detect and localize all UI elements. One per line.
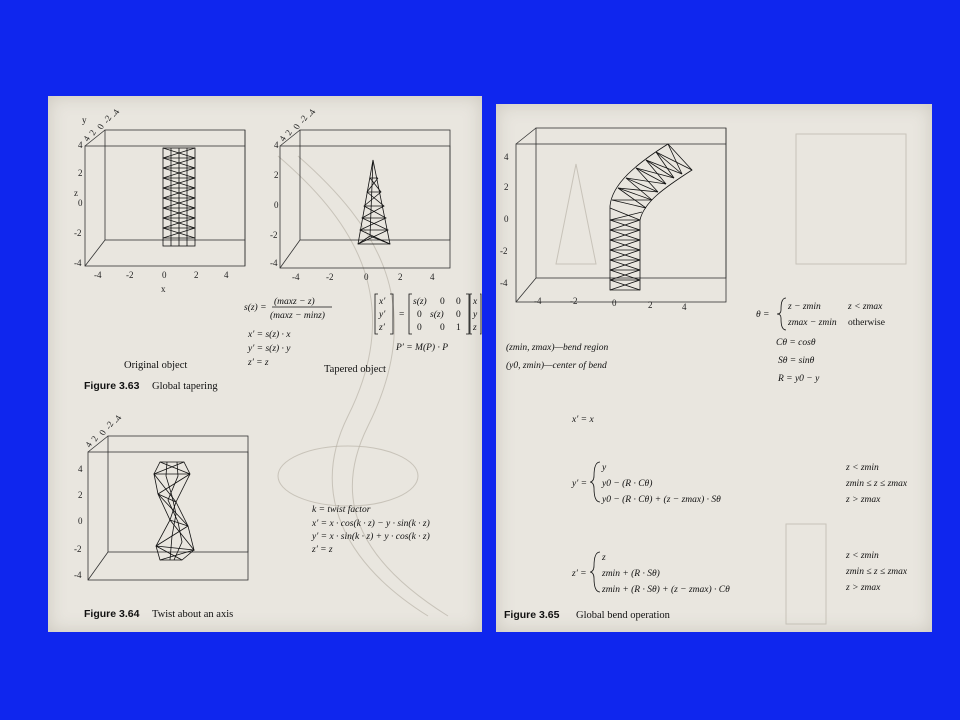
tick-top-2-tapered: 2 bbox=[283, 128, 294, 137]
fig63-title: Global tapering bbox=[152, 381, 218, 392]
fig65-number: Figure 3.65 bbox=[504, 609, 560, 621]
eq-x-prime: x′ = s(z) · x bbox=[248, 330, 291, 340]
twist-factor-label: k = twist factor bbox=[312, 505, 371, 515]
tick-z-neg2-bend: -2 bbox=[500, 246, 508, 256]
bend-z-cond-1: z < zmin bbox=[846, 551, 879, 561]
ghost-cylinder bbox=[786, 524, 826, 624]
twist-eq-x: x′ = x · cos(k · z) − y · sin(k · z) bbox=[312, 519, 430, 529]
tick-top-2: 2 bbox=[87, 128, 98, 137]
bend-y-case-1: y bbox=[602, 463, 607, 473]
eq-y-prime: y′ = s(z) · y bbox=[248, 344, 291, 354]
tick-x-neg4-tapered: -4 bbox=[292, 272, 300, 282]
fig64-title: Twist about an axis bbox=[152, 609, 234, 620]
bend-z-cond-3: z > zmax bbox=[846, 583, 881, 593]
matrix-r1c1: s(z) bbox=[430, 310, 444, 320]
tick-top-neg2-tapered: -2 bbox=[297, 113, 310, 125]
r-eq: R = y0 − y bbox=[778, 374, 820, 384]
bend-y-cond-3: z > zmax bbox=[846, 495, 881, 505]
tick-x-2-bend: 2 bbox=[648, 300, 653, 310]
eq-P-prime: P′ = M(P) · P bbox=[396, 343, 449, 353]
twist-equations bbox=[311, 504, 430, 555]
fig64-number: Figure 3.64 bbox=[84, 608, 140, 620]
ghost-curve-1 bbox=[278, 156, 428, 616]
tick-x-neg2: -2 bbox=[126, 270, 134, 280]
bend-z-case-2: zmin + (R · Sθ) bbox=[602, 569, 660, 579]
tick-top-4-twist: 4 bbox=[83, 440, 94, 449]
tick-x-0: 0 bbox=[162, 270, 167, 280]
eq-s-lhs: s(z) = bbox=[244, 303, 267, 313]
fig63-number: Figure 3.63 bbox=[84, 380, 140, 392]
tick-x-neg2-bend: -2 bbox=[570, 296, 578, 306]
bend-z-cond-2: zmin ≤ z ≤ zmax bbox=[846, 567, 908, 577]
axis-z-label: z bbox=[74, 188, 78, 198]
tick-top-2-twist: 2 bbox=[89, 434, 100, 443]
right-page-scan bbox=[496, 104, 932, 632]
tick-top-4-tapered: 4 bbox=[277, 134, 288, 143]
tick-top-neg4-twist: -4 bbox=[111, 413, 124, 425]
tick-z-2-twist: 2 bbox=[78, 490, 83, 500]
bend-z-lhs: z′ = bbox=[572, 569, 587, 579]
bend-y-case-2: y0 − (R · Cθ) bbox=[602, 479, 653, 489]
tick-x-neg4: -4 bbox=[94, 270, 102, 280]
theta-cond-1: z < zmax bbox=[848, 302, 883, 312]
bend-x-eq: x′ = x bbox=[572, 415, 594, 425]
plot-bend bbox=[516, 128, 726, 302]
matrix-r0c2: 0 bbox=[456, 297, 461, 307]
matrix-r1c0: 0 bbox=[417, 310, 422, 320]
bend-y-equation bbox=[571, 462, 908, 505]
tick-x-4-bend: 4 bbox=[682, 302, 687, 312]
tick-top-0: 0 bbox=[95, 122, 106, 131]
matrix-vec-y: y bbox=[473, 310, 478, 320]
eq-s-numerator: (maxz − z) bbox=[274, 297, 315, 307]
tapering-equations bbox=[244, 296, 332, 368]
matrix-vec-z: z bbox=[473, 323, 477, 333]
bend-y-case-3: y0 − (R · Cθ) + (z − zmax) · Sθ bbox=[602, 495, 721, 505]
tick-z-neg2-tapered: -2 bbox=[270, 230, 278, 240]
tick-z-neg4-twist: -4 bbox=[74, 570, 82, 580]
ghost-cone bbox=[556, 164, 596, 264]
eq-s-denominator: (maxz − minz) bbox=[270, 311, 325, 321]
plot-tapered-object bbox=[280, 130, 450, 268]
tick-top-neg2: -2 bbox=[101, 113, 114, 125]
tick-z-neg4-tapered: -4 bbox=[270, 258, 278, 268]
tick-z-4-bend: 4 bbox=[504, 152, 509, 162]
tick-z-0-bend: 0 bbox=[504, 214, 509, 224]
ghost-box bbox=[796, 134, 906, 264]
bend-z-case-1: z bbox=[602, 553, 606, 563]
label-original-object: Original object bbox=[124, 360, 188, 371]
theta-case-2: zmax − zmin bbox=[788, 318, 837, 328]
tick-z-4: 4 bbox=[78, 140, 83, 150]
plot-original-object bbox=[85, 130, 245, 266]
tick-z-neg4-bend: -4 bbox=[500, 278, 508, 288]
theta-definitions bbox=[756, 298, 885, 384]
matrix-r1c2: 0 bbox=[456, 310, 461, 320]
twist-eq-y: y′ = x · sin(k · z) + y · cos(k · z) bbox=[312, 532, 430, 542]
tick-top-neg4: -4 bbox=[109, 107, 122, 119]
matrix-lhs-z: z′ bbox=[379, 323, 385, 333]
bend-y-cond-1: z < zmin bbox=[846, 463, 879, 473]
axis-y-label: y bbox=[82, 115, 87, 125]
ghost-ellipse bbox=[278, 446, 418, 506]
tick-x-4: 4 bbox=[224, 270, 229, 280]
c-theta-eq: Cθ = cosθ bbox=[776, 338, 816, 348]
tick-x-0-bend: 0 bbox=[612, 298, 617, 308]
left-page-figures bbox=[48, 96, 482, 632]
matrix-r2c0: 0 bbox=[417, 323, 422, 333]
tick-x-2: 2 bbox=[194, 270, 199, 280]
tick-x-2-tapered: 2 bbox=[398, 272, 403, 282]
tick-top-neg4-tapered: -4 bbox=[305, 107, 318, 119]
theta-cond-2: otherwise bbox=[848, 318, 885, 328]
tick-top-0-tapered: 0 bbox=[291, 122, 302, 131]
tick-top-neg2-twist: -2 bbox=[103, 419, 116, 431]
matrix-r2c2: 1 bbox=[456, 323, 461, 333]
theta-case-1: z − zmin bbox=[788, 302, 821, 312]
bend-y-cond-2: zmin ≤ z ≤ zmax bbox=[846, 479, 908, 489]
tick-x-neg2-tapered: -2 bbox=[326, 272, 334, 282]
matrix-r0c0: s(z) bbox=[413, 297, 427, 307]
bend-y-lhs: y′ = bbox=[572, 479, 588, 489]
bend-z-equation bbox=[571, 551, 908, 595]
tick-z-neg4: -4 bbox=[74, 258, 82, 268]
tick-x-0-tapered: 0 bbox=[364, 272, 369, 282]
eq-z-prime: z′ = z bbox=[248, 358, 269, 368]
bend-z-case-3: zmin + (R · Sθ) + (z − zmax) · Cθ bbox=[602, 585, 730, 595]
twist-eq-z: z′ = z bbox=[312, 545, 333, 555]
right-page-figures bbox=[496, 104, 932, 632]
tick-z-0: 0 bbox=[78, 198, 83, 208]
plot-twist bbox=[88, 436, 248, 580]
matrix-lhs-y: y′ bbox=[379, 310, 386, 320]
tick-x-neg4-bend: -4 bbox=[534, 296, 542, 306]
tick-z-0-twist: 0 bbox=[78, 516, 83, 526]
label-tapered-object: Tapered object bbox=[324, 364, 386, 375]
fig65-title: Global bend operation bbox=[576, 610, 670, 621]
tick-z-neg2: -2 bbox=[74, 228, 82, 238]
tapering-matrix bbox=[375, 294, 481, 353]
svg-text:=: = bbox=[399, 310, 405, 320]
bend-region-label: (zmin, zmax)—bend region bbox=[506, 343, 609, 353]
tick-z-0-tapered: 0 bbox=[274, 200, 279, 210]
left-page-scan bbox=[48, 96, 482, 632]
s-theta-eq: Sθ = sinθ bbox=[778, 356, 815, 366]
matrix-r0c1: 0 bbox=[440, 297, 445, 307]
tick-z-2-tapered: 2 bbox=[274, 170, 279, 180]
tick-z-2: 2 bbox=[78, 168, 83, 178]
tick-z-neg2-twist: -2 bbox=[74, 544, 82, 554]
tick-top-0-twist: 0 bbox=[97, 428, 108, 437]
axis-x-label: x bbox=[161, 284, 166, 294]
tick-x-4-tapered: 4 bbox=[430, 272, 435, 282]
tick-z-2-bend: 2 bbox=[504, 182, 509, 192]
tick-z-4-tapered: 4 bbox=[274, 140, 279, 150]
matrix-vec-x: x bbox=[473, 297, 478, 307]
matrix-r2c1: 0 bbox=[440, 323, 445, 333]
matrix-lhs-x: x′ bbox=[379, 297, 386, 307]
bend-center-label: (y0, zmin)—center of bend bbox=[506, 361, 607, 371]
theta-lhs: θ = bbox=[756, 310, 770, 320]
tick-top-4: 4 bbox=[81, 134, 92, 143]
tick-z-4-twist: 4 bbox=[78, 464, 83, 474]
